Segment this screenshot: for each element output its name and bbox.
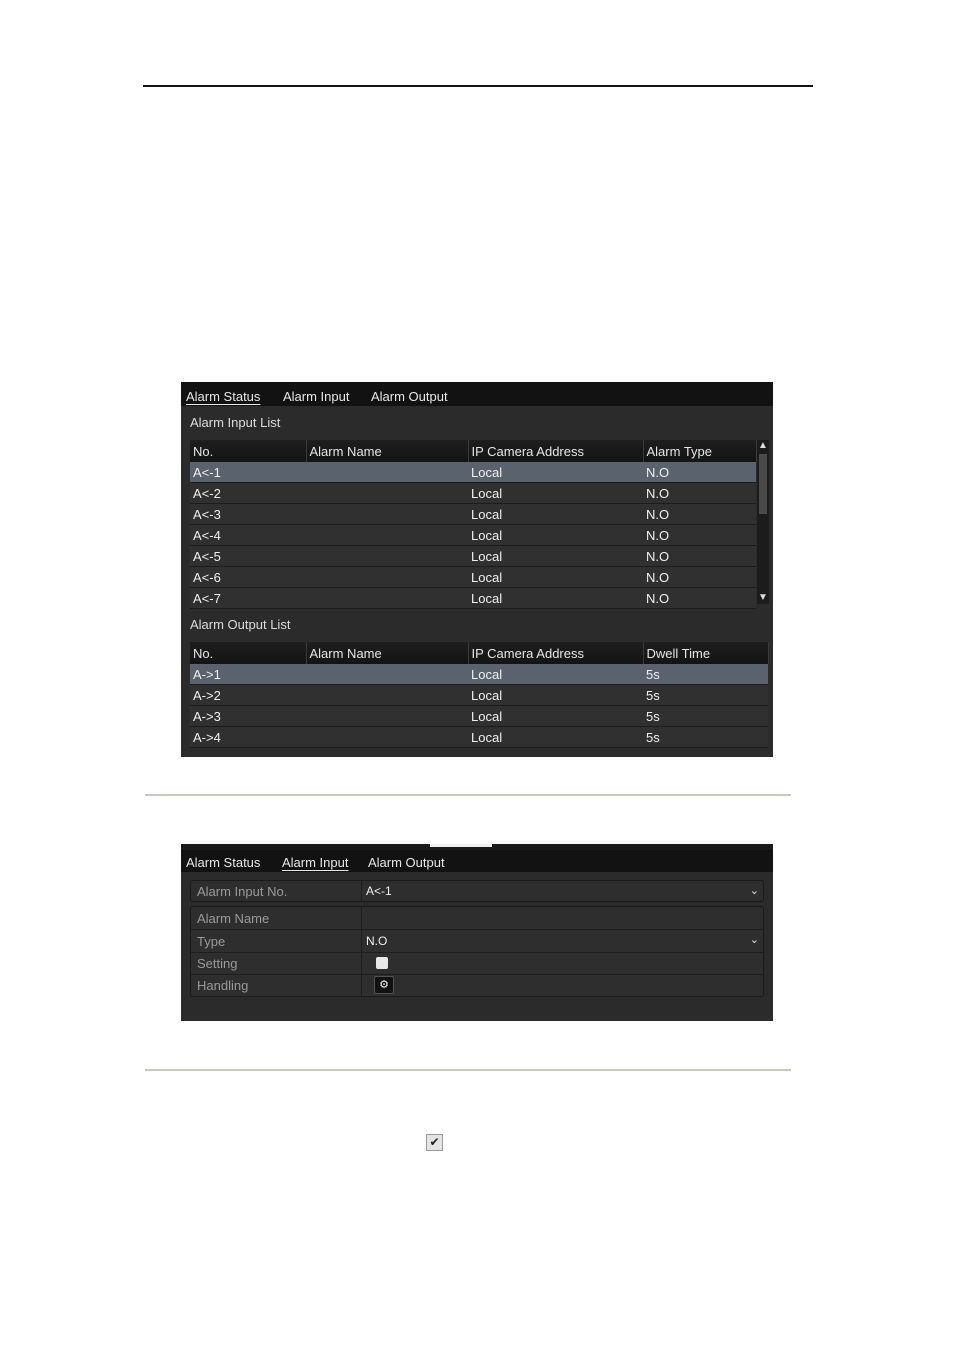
cell-no: A->4	[190, 727, 306, 748]
alarm-input-no-select[interactable]: A<-1	[366, 884, 392, 898]
table-row[interactable]	[190, 706, 768, 727]
cell-dwell: 5s	[643, 727, 768, 748]
cell-dwell: 5s	[643, 685, 768, 706]
cell-type: N.O	[643, 525, 756, 546]
section-divider	[145, 1069, 791, 1071]
cell-ip: Local	[468, 706, 643, 727]
type-label: Type	[197, 934, 226, 949]
chevron-up-icon[interactable]: ▲	[758, 440, 768, 451]
divider	[361, 952, 362, 974]
divider	[361, 930, 362, 952]
handling-label: Handling	[197, 978, 249, 993]
setting-checkbox[interactable]	[376, 957, 388, 969]
col-no[interactable]: No.	[190, 642, 306, 664]
cell-no: A<-2	[190, 483, 306, 504]
cell-name	[306, 525, 468, 546]
table-row[interactable]	[190, 685, 768, 706]
col-no[interactable]: No.	[190, 440, 306, 462]
cell-ip: Local	[468, 727, 643, 748]
cell-name	[306, 706, 468, 727]
cell-ip: Local	[468, 567, 643, 588]
cell-no: A<-5	[190, 546, 306, 567]
table-row[interactable]	[190, 567, 756, 588]
alarm-input-list-title: Alarm Input List	[190, 415, 281, 430]
input-list-scrollbar[interactable]	[757, 440, 769, 604]
cell-no: A->3	[190, 706, 306, 727]
gear-icon[interactable]: ⚙	[374, 976, 394, 994]
cell-ip: Local	[468, 664, 643, 685]
col-ip-camera-address[interactable]: IP Camera Address	[468, 642, 643, 664]
alarm-output-table	[190, 642, 769, 748]
tab-alarm-status[interactable]: Alarm Status	[186, 389, 261, 404]
cell-dwell: 5s	[643, 706, 768, 727]
cell-ip: Local	[468, 462, 643, 483]
checkmark-icon: ✔	[426, 1134, 443, 1151]
cell-type: N.O	[643, 546, 756, 567]
table-row[interactable]	[190, 525, 756, 546]
section-divider	[145, 794, 791, 796]
cell-name	[306, 504, 468, 525]
divider	[361, 907, 362, 929]
table-row[interactable]	[190, 546, 756, 567]
alarm-output-list-title: Alarm Output List	[190, 617, 291, 632]
cell-ip: Local	[468, 685, 643, 706]
cell-name	[306, 685, 468, 706]
col-dwell-time[interactable]: Dwell Time	[643, 642, 768, 664]
cell-no: A->2	[190, 685, 306, 706]
cell-type: N.O	[643, 462, 756, 483]
col-ip-camera-address[interactable]: IP Camera Address	[468, 440, 643, 462]
col-alarm-name[interactable]: Alarm Name	[306, 642, 468, 664]
cell-no: A->1	[190, 664, 306, 685]
table-row[interactable]	[190, 664, 768, 685]
cell-ip: Local	[468, 504, 643, 525]
cell-name	[306, 664, 468, 685]
cell-name	[306, 727, 468, 748]
tab-alarm-output[interactable]: Alarm Output	[371, 389, 448, 404]
cell-ip: Local	[468, 588, 643, 609]
alarm-input-panel	[181, 844, 773, 1021]
tab-alarm-output[interactable]: Alarm Output	[368, 855, 445, 870]
alarm-name-label: Alarm Name	[197, 911, 270, 926]
chevron-down-icon[interactable]: ▼	[758, 592, 768, 603]
cell-name	[306, 483, 468, 504]
table-row[interactable]	[190, 727, 768, 748]
cell-dwell: 5s	[643, 664, 768, 685]
cell-type: N.O	[643, 483, 756, 504]
cell-type: N.O	[643, 567, 756, 588]
scroll-thumb[interactable]	[759, 454, 767, 514]
type-row	[191, 930, 763, 953]
col-alarm-type[interactable]: Alarm Type	[643, 440, 756, 462]
table-header	[190, 642, 768, 664]
type-select[interactable]: N.O	[366, 934, 388, 948]
cell-name	[306, 546, 468, 567]
alarm-input-table	[190, 440, 757, 609]
table-row[interactable]	[190, 462, 756, 483]
alarm-status-panel	[181, 382, 773, 757]
col-alarm-name[interactable]: Alarm Name	[306, 440, 468, 462]
cell-ip: Local	[468, 546, 643, 567]
tab-alarm-input[interactable]: Alarm Input	[282, 855, 349, 870]
cell-no: A<-3	[190, 504, 306, 525]
cell-name	[306, 588, 468, 609]
setting-row	[191, 952, 763, 975]
alarm-settings-box	[190, 906, 764, 997]
divider	[361, 881, 362, 901]
handling-row	[191, 974, 763, 996]
cell-name	[306, 567, 468, 588]
alarm-input-no-row[interactable]	[190, 880, 764, 902]
tab-alarm-input[interactable]: Alarm Input	[283, 389, 350, 404]
cell-no: A<-7	[190, 588, 306, 609]
header-rule	[143, 85, 813, 87]
chevron-down-icon[interactable]: ⌄	[749, 885, 759, 897]
cell-type: N.O	[643, 504, 756, 525]
cell-no: A<-1	[190, 462, 306, 483]
cell-no: A<-4	[190, 525, 306, 546]
tab-alarm-status[interactable]: Alarm Status	[186, 855, 261, 870]
divider	[361, 974, 362, 996]
cell-ip: Local	[468, 525, 643, 546]
cell-type: N.O	[643, 588, 756, 609]
table-row[interactable]	[190, 483, 756, 504]
tab-highlight	[430, 844, 492, 847]
table-row[interactable]	[190, 588, 756, 609]
table-header	[190, 440, 756, 462]
table-row[interactable]	[190, 504, 756, 525]
tab-bar	[181, 382, 773, 406]
cell-name	[306, 462, 468, 483]
cell-no: A<-6	[190, 567, 306, 588]
setting-label: Setting	[197, 956, 238, 971]
chevron-down-icon[interactable]: ⌄	[749, 934, 759, 946]
cell-ip: Local	[468, 483, 643, 504]
alarm-input-no-label: Alarm Input No.	[197, 884, 288, 899]
tab-bar	[181, 850, 773, 872]
alarm-name-row	[191, 907, 763, 930]
